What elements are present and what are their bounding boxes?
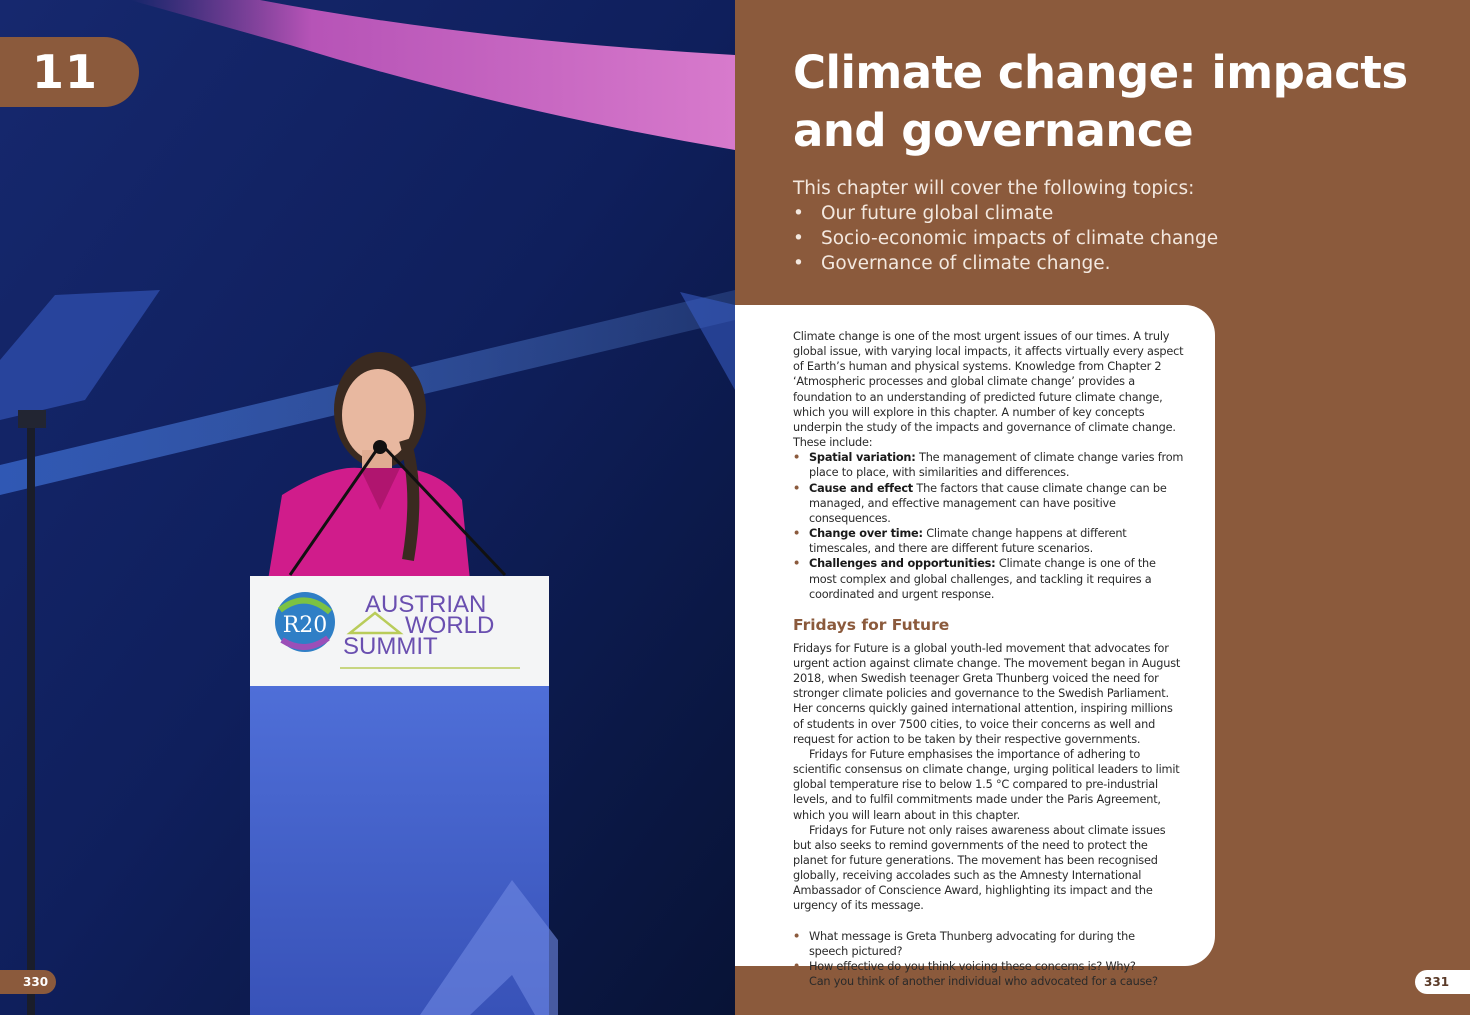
question-item: • What message is Greta Thunberg advocating for during the speech pictured? [793,929,1185,959]
page-number-left: 330 [0,970,56,994]
key-concept-item [793,556,1185,601]
key-concept-text: Climate change is one of the most complex and global challenges, and tackling it requires a coordinated and urgent response. [809,557,1156,601]
topics-intro: This chapter will cover the following topics: [793,178,1195,199]
topic-item: • Socio-economic impacts of climate change [793,226,1433,251]
intro-paragraph: Climate change is one of the most urgent issues of our times. A truly global issue, with varying local impacts, it affects virtually every aspect of Earth’s human and physical systems. Knowledge from Chapter 2 ‘Atmospheric processes and global climate change’ provides a foundation to an understanding of predicted future climate change, which you will explore in this chapter. A number of key concepts underpin the study of the impacts and governance of climate change. These include: [793,330,1184,450]
key-concept-item [793,481,1185,526]
key-concept-item [793,450,1185,480]
chapter-title [793,44,1433,160]
topic-item: • Governance of climate change. [793,251,1433,276]
key-concept-item [793,526,1185,556]
question-item: • Can you think of another individual who advocated for a cause? [793,974,1185,989]
key-concept-term: Challenges and opportunities: [809,557,996,571]
content-card [735,305,1215,989]
podium-logo-line-1: AUSTRIAN [365,591,487,618]
page-number-right: 331 [1415,970,1470,994]
section-paragraph: Fridays for Future is a global youth-led movement that advocates for urgent action against climate change. The movement began in August 2018, when Swedish teenager Greta Thunberg voiced the need for stronger climate policies and governance to the Swedish Parliament. Her concerns quickly gained international attention, inspiring millions of students in over 7500 cities, to voice their concerns as well and request for action to be taken by their respective governments. [793,641,1181,746]
chapter-title-line-2: and governance [793,104,1194,157]
question-item: • How effective do you think voicing these concerns is? Why? [793,959,1185,974]
discussion-questions [793,929,1185,990]
topics-list [793,201,1433,276]
podium-logo-line-3: SUMMIT [343,633,438,660]
chapter-number-tab: 11 [0,37,139,107]
key-concept-term: Spatial variation: [809,451,916,465]
section-paragraph: Fridays for Future emphasises the importance of adhering to scientific consensus on climate change, urging political leaders to limit global temperature rise to below 1.5 °C compared to pre-industrial levels, and to fulfil commitments made under the Paris Agreement, which you will learn about in this chapter. [793,747,1180,822]
chapter-topics [793,176,1433,276]
key-concept-text: Climate change happens at different timescales, and there are different future scenarios. [809,527,1127,556]
section-heading: Fridays for Future [793,615,950,634]
key-concept-text: The management of climate change varies from place to place, with similarities and differences. [809,451,1184,480]
section-paragraph: Fridays for Future not only raises awareness about climate issues but also seeks to remind governments of the need to protect the planet for future generations. The movement has been recognised globally, receiving accolades such as the Amnesty International Ambassador of Conscience Award, highlighting its impact and the urgency of its message. [793,823,1166,913]
key-concept-term: Cause and effect [809,481,914,495]
r20-badge-text: R20 [282,613,328,638]
key-concepts-list [793,450,1185,602]
chapter-title-line-1: Climate change: impacts [793,46,1408,99]
right-page [735,0,1470,1015]
topic-item: • Our future global climate [793,201,1433,226]
key-concept-term: Change over time: [809,527,923,541]
podium-logo-line-2: WORLD [405,612,495,639]
key-concept-text: The factors that cause climate change can be managed, and effective management can have positive consequences. [809,481,1167,525]
